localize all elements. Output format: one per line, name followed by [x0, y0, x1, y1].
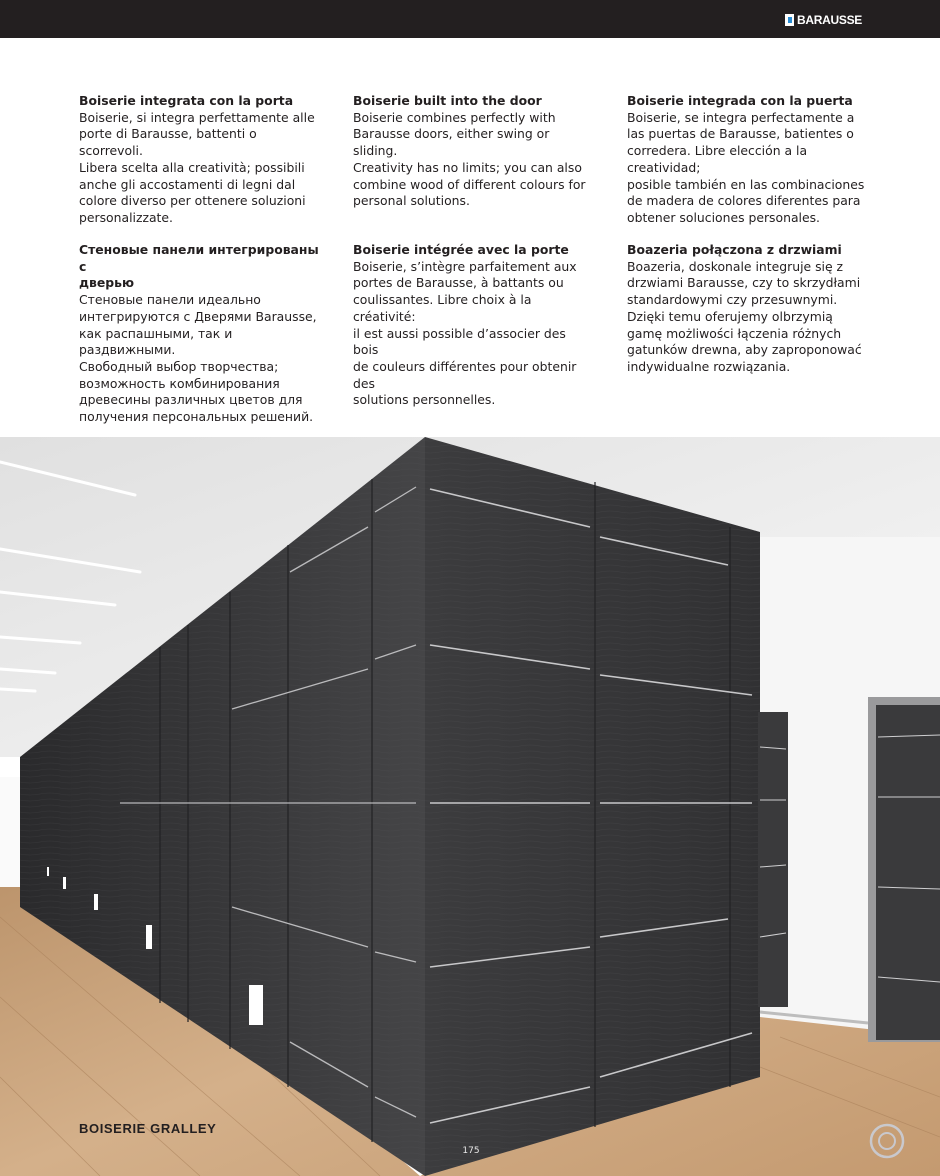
block-line: posible también en las combinaciones — [627, 176, 865, 192]
block-line: standardowymi czy przesuwnymi. — [627, 292, 838, 308]
block-line: древесины различных цветов для — [79, 392, 303, 408]
block-line: Boiserie, s’intègre parfaitement aux — [353, 258, 577, 274]
block-line: Boiserie, se integra perfectamente a — [627, 109, 855, 125]
block-line: drzwiami Barausse, czy to skrzydłami — [627, 275, 861, 291]
block-line: combine wood of different colours for — [353, 176, 586, 192]
block-title: дверью — [79, 275, 135, 291]
block-line: solutions personnelles. — [353, 392, 496, 408]
block-line: porte di Barausse, battenti o scorrevoli. — [79, 126, 257, 159]
block-title: Boiserie integrada con la puerta — [627, 93, 853, 108]
brand-name: BARAUSSE — [797, 13, 862, 27]
block-title: Boiserie built into the door — [353, 93, 542, 108]
far-window — [0, 777, 22, 887]
block-line: возможность комбинирования — [79, 375, 280, 391]
block-line: colore diverso per ottenere soluzioni — [79, 193, 306, 209]
text-block-italian — [79, 93, 321, 227]
top-bar — [0, 0, 940, 38]
block-line: corredera. Libre elección a la creatividad; — [627, 143, 808, 175]
block-line: personalizzate. — [79, 209, 173, 225]
block-line: Стеновые панели идеально — [79, 292, 261, 308]
block-line: Boazeria, doskonale integruje się z — [627, 258, 844, 274]
block-line: Dzięki temu oferujemy olbrzymią — [627, 308, 833, 324]
block-line: portes de Barausse, à battants ou — [353, 275, 564, 291]
block-title: Boiserie integrata con la porta — [79, 93, 294, 108]
watermark-icon — [866, 1120, 908, 1162]
text-block-russian — [79, 242, 321, 426]
text-block-polish — [627, 242, 877, 376]
section-title: BOISERIE GRALLEY — [79, 1121, 217, 1136]
brand-logo[interactable] — [785, 12, 862, 28]
text-block-english — [353, 93, 595, 210]
block-line: Свободный выбор творчества; — [79, 358, 279, 374]
block-line: de madera de colores diferentes para — [627, 193, 861, 209]
block-line: personal solutions. — [353, 193, 470, 209]
block-line: indywidualne rozwiązania. — [627, 358, 791, 374]
block-line: Creativity has no limits; you can also — [353, 159, 582, 175]
block-line: gatunków drewna, aby zaproponować — [627, 342, 862, 358]
block-line: как распашными, так и раздвижными. — [79, 325, 233, 358]
page-number: 175 — [462, 1146, 480, 1156]
block-line: gamę możliwości łączenia różnych — [627, 325, 842, 341]
block-line: de couleurs différentes pour obtenir des — [353, 358, 577, 391]
side-door — [758, 712, 788, 1007]
text-block-french — [353, 242, 595, 409]
right-door — [876, 705, 940, 1040]
text-block-spanish — [627, 93, 877, 227]
block-line: las puertas de Barausse, batientes o — [627, 126, 854, 142]
block-line: Libera scelta alla creatività; possibili — [79, 159, 305, 175]
block-title: Boiserie intégrée avec la porte — [353, 242, 569, 257]
block-line: Boiserie, si integra perfettamente alle — [79, 109, 315, 125]
block-line: получения персональных решений. — [79, 409, 314, 425]
boiserie-photo — [0, 437, 940, 1176]
block-line: интегрируются с Дверями Barausse, — [79, 308, 317, 324]
block-line: obtener soluciones personales. — [627, 209, 820, 225]
block-line: il est aussi possible d’associer des bois — [353, 325, 566, 358]
block-title: Boazeria połączona z drzwiami — [627, 242, 842, 257]
logo-mark-icon — [785, 14, 794, 26]
block-line: Barausse doors, either swing or sliding. — [353, 126, 550, 159]
block-title: Стеновые панели интегрированы с — [79, 242, 319, 274]
block-line: coulissantes. Libre choix à la créativité: — [353, 292, 532, 324]
block-line: anche gli accostamenti di legni dal — [79, 176, 296, 192]
block-line: Boiserie combines perfectly with — [353, 109, 556, 125]
